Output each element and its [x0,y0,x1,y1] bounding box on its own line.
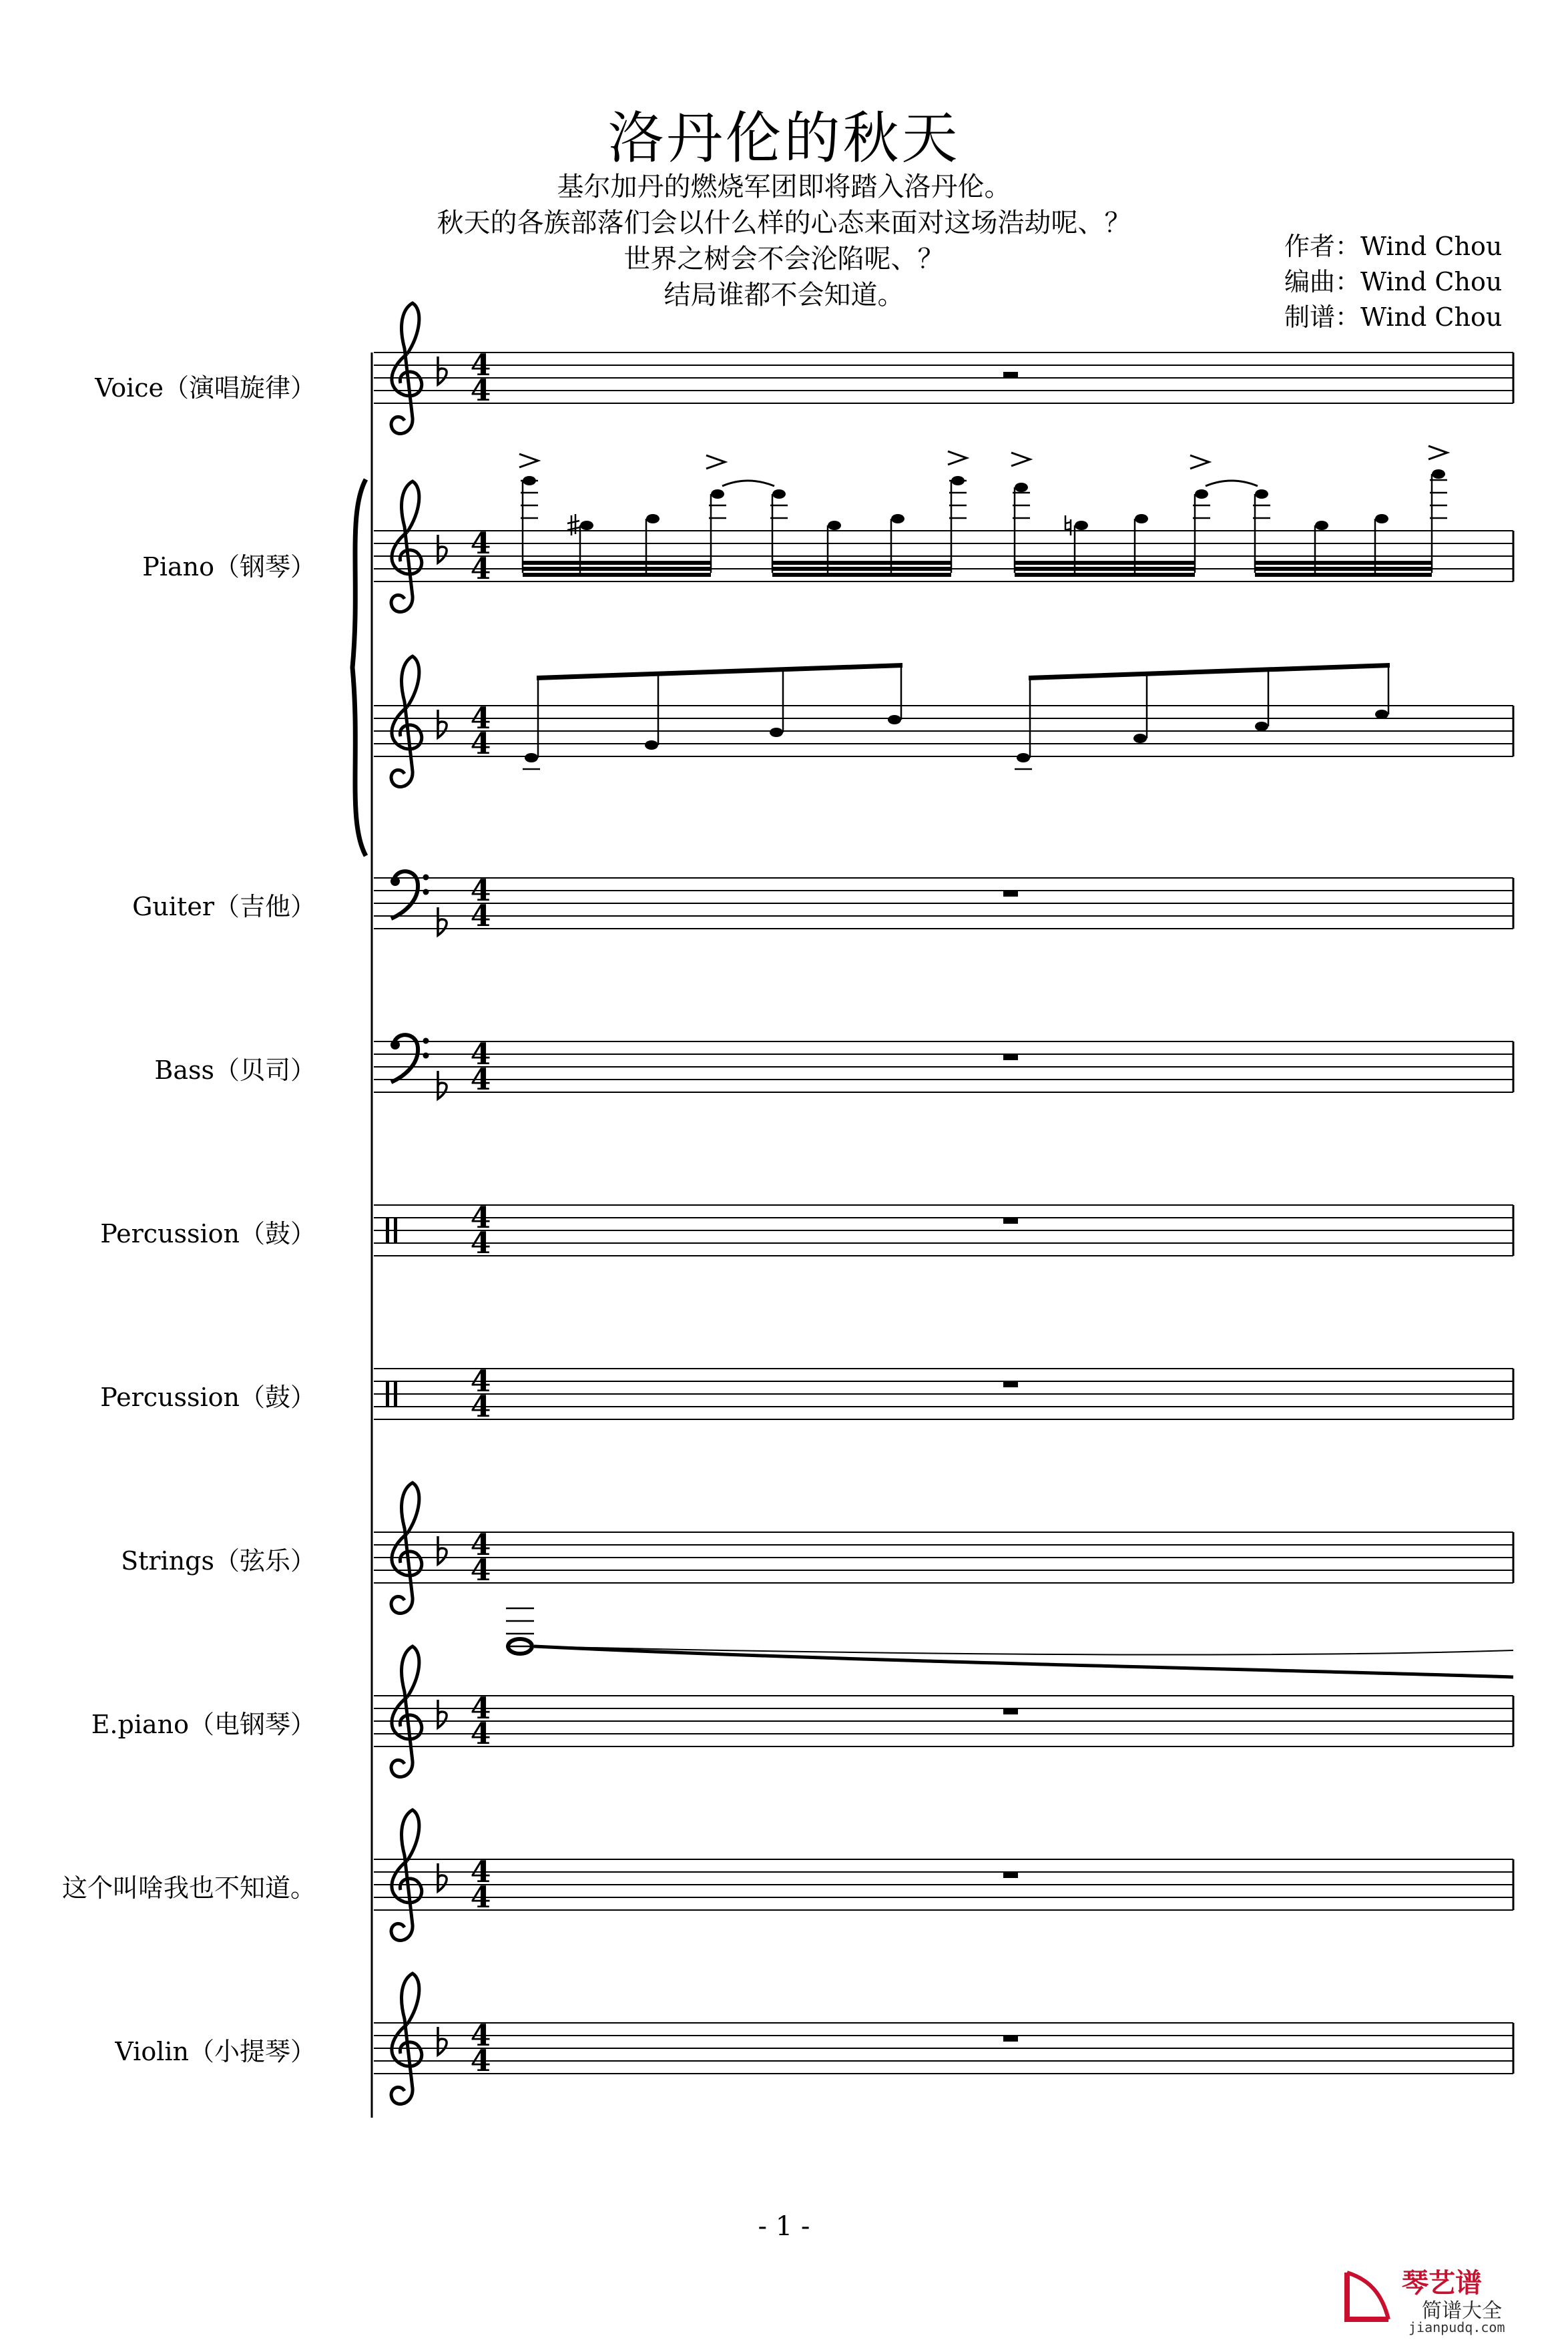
flat-icon [438,1700,447,1728]
time-signature-numerator: 4 [470,702,491,736]
treble-clef-icon [391,656,422,786]
note [891,514,904,523]
slur-icon [534,1646,1513,1677]
treble-clef-icon [391,303,422,433]
watermark-name: 简谱大全 [1422,2299,1502,2323]
staff-guitar [374,871,1513,935]
note [1133,734,1147,743]
note [1315,521,1328,530]
time-signature-numerator: 4 [470,1201,491,1235]
treble-clef-icon [391,1973,422,2104]
subtitle-line-1: 基尔加丹的燃烧军团即将踏入洛丹伦。 [557,172,1011,202]
note [1075,521,1088,530]
staff-voice [374,303,1513,433]
instrument-label-strings: Strings（弦乐） [121,1546,316,1576]
piano-logo-icon [1342,2266,1402,2326]
instrument-label-percussion-1: Percussion（鼓） [100,1219,316,1248]
staff-strings [374,1483,1513,1677]
time-signature-denominator: 4 [470,374,491,408]
whole-rest [1003,1708,1018,1714]
time-signature-numerator: 4 [470,874,491,908]
treble-clef-icon [391,1646,422,1777]
staff-bass [374,1035,1513,1099]
whole-rest [1003,1054,1018,1060]
subtitle-line-2: 秋天的各族部落们会以什么样的心态来面对这场浩劫呢、？ [437,208,1131,238]
flat-icon [438,1536,447,1564]
time-signature-denominator: 4 [470,1554,491,1588]
treble-clef-icon [391,1810,422,1940]
time-signature-numerator: 4 [470,348,491,383]
note [1135,514,1148,523]
accent-icon [519,454,538,467]
tie-icon [722,481,774,486]
note [770,728,783,737]
instrument-label-percussion-2: Percussion（鼓） [100,1383,316,1412]
note [772,489,786,499]
instrument-label-piano: Piano（钢琴） [142,552,316,581]
staff-unknown [374,1810,1513,1940]
piano-brace [352,479,366,856]
time-signatures [471,348,491,2078]
time-signature-denominator: 4 [470,1717,491,1751]
note [888,715,901,724]
flat-icon [438,907,447,935]
whole-rest [1003,1218,1018,1224]
instrument-label-unknown: 这个叫啥我也不知道。 [61,1873,316,1903]
time-signature-numerator: 4 [470,1528,491,1562]
note [1255,489,1268,499]
treble-clef-icon [391,481,422,612]
watermark-brand: 琴艺谱 [1402,2268,1482,2299]
tie-icon [1206,481,1258,486]
credit-composer: 作者：Wind Chou [1284,232,1503,261]
staff-piano-right [374,446,1513,612]
instrument-label-bass: Bass（贝司） [154,1056,316,1085]
flat-icon [438,710,447,738]
flat-icon [438,535,447,563]
score-title: 洛丹伦的秋天 [607,105,961,171]
whole-rest [1003,372,1018,378]
note [1195,489,1208,499]
time-signature-numerator: 4 [470,527,491,561]
instrument-label-voice: Voice（演唱旋律） [95,373,316,403]
time-signature-numerator: 4 [470,2019,491,2053]
credit-engraver: 制谱：Wind Chou [1284,302,1503,332]
note [646,514,660,523]
credit-arranger: 编曲：Wind Chou [1284,267,1503,296]
time-signature-denominator: 4 [470,2044,491,2078]
accent-icon [706,455,725,469]
system-barline [352,353,372,2118]
time-signature-denominator: 4 [470,1881,491,1915]
subtitle-line-3: 世界之树会不会沦陷呢、？ [623,244,945,274]
whole-rest [1003,2036,1018,2042]
accent-icon [1011,453,1030,466]
subtitle-line-4: 结局谁都不会知道。 [664,280,904,310]
whole-rest [1003,891,1018,897]
whole-rest [1003,1872,1018,1878]
note [1255,722,1268,731]
time-signature-denominator: 4 [470,1390,491,1424]
time-signature-numerator: 4 [470,1855,491,1889]
staff-percussion-1 [374,1205,1513,1256]
flat-icon [438,357,447,385]
time-signature-denominator: 4 [470,1226,491,1260]
accent-icon [1428,446,1447,459]
percussion-clef-icon [386,1218,389,1243]
time-signature-denominator: 4 [470,899,491,933]
page-number: - 1 - [758,2211,810,2242]
staff-violin [374,1973,1513,2104]
watermark-logo [1342,2262,1555,2335]
note [645,740,658,750]
note [828,521,841,530]
note [1375,710,1388,719]
note [1375,514,1388,523]
note [1015,483,1028,492]
natural-icon [1065,515,1071,535]
note [580,521,593,530]
percussion-clef-icon [386,1381,389,1407]
time-signature-numerator: 4 [470,1037,491,1072]
flat-icon [438,1863,447,1891]
treble-clef-icon [391,1483,422,1613]
note [1017,753,1030,762]
note [1432,469,1445,479]
instrument-label-guitar: Guiter（吉他） [132,892,316,921]
accent-icon [948,451,967,465]
flat-icon [438,2027,447,2055]
watermark-url: jianpudq.com [1408,2319,1505,2335]
instrument-label-violin: Violin（小提琴） [115,2037,316,2066]
staff-percussion-2 [374,1369,1513,1419]
time-signature-denominator: 4 [470,552,491,586]
note [525,753,538,762]
instrument-label-epiano: E.piano（电钢琴） [91,1710,316,1739]
accent-icon [1190,455,1209,469]
flat-icon [438,1071,447,1099]
sharp-icon [567,514,579,535]
time-signature-numerator: 4 [470,1365,491,1399]
note [711,489,724,499]
time-signature-numerator: 4 [470,1692,491,1726]
time-signature-denominator: 4 [470,1063,491,1097]
staff-epiano [374,1646,1513,1777]
time-signature-denominator: 4 [470,727,491,761]
whole-rest [1003,1381,1018,1387]
staff-piano-left [374,656,1513,786]
